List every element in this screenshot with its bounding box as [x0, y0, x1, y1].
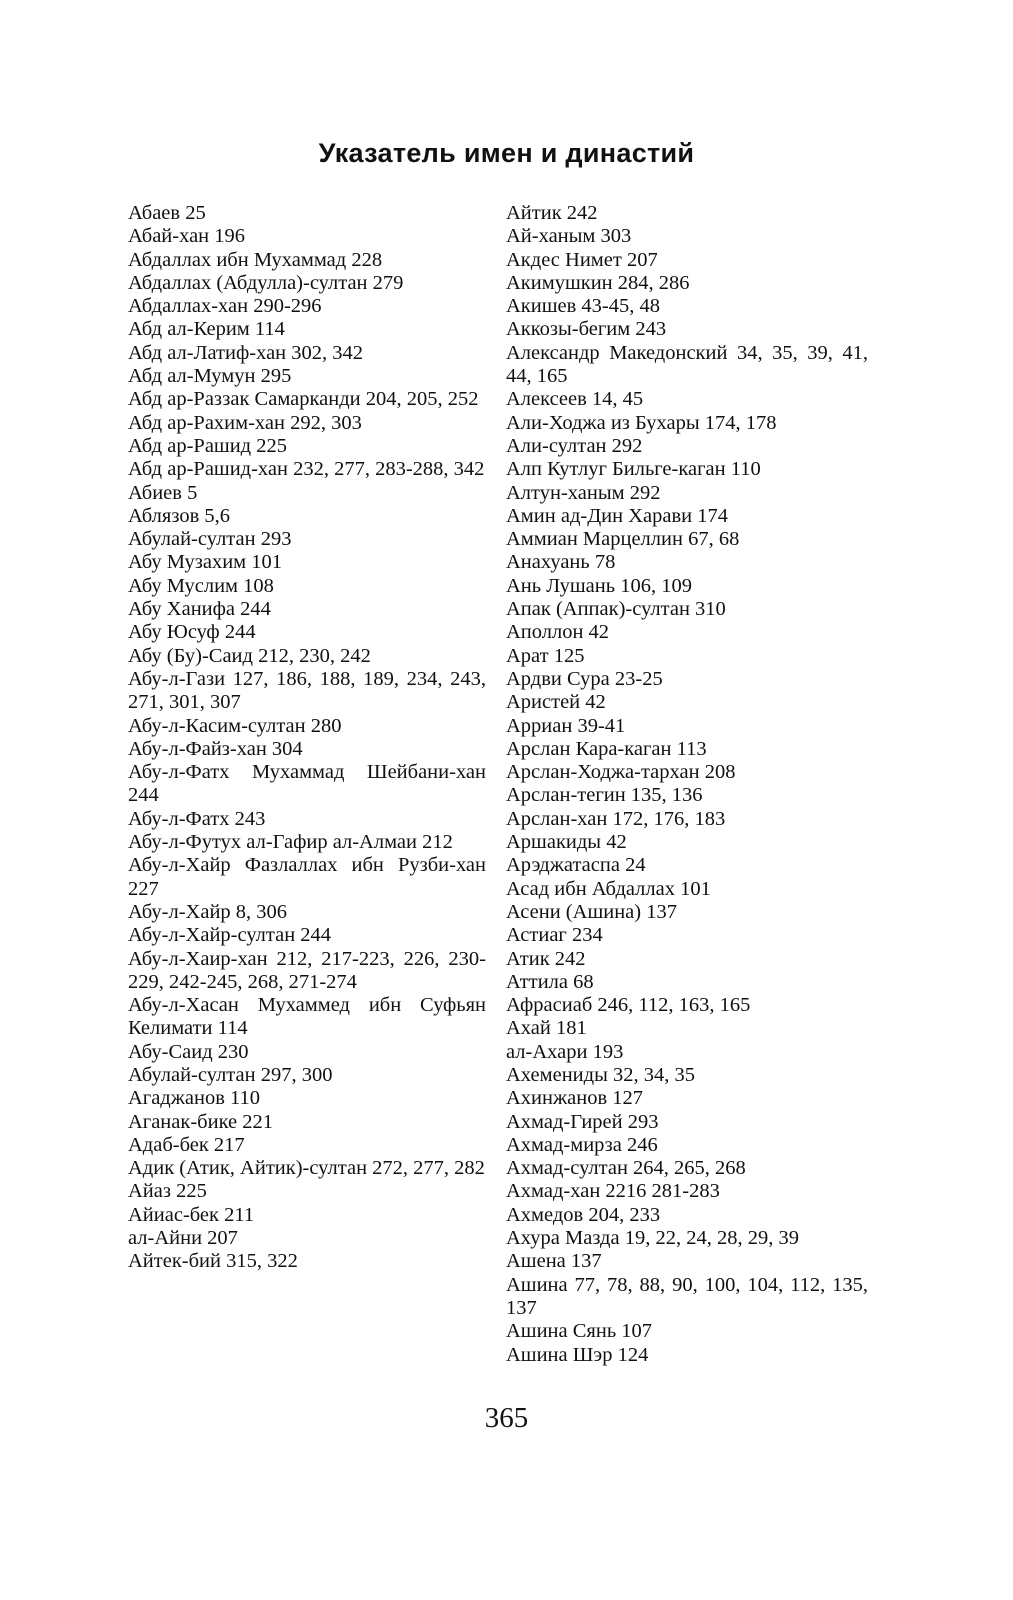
- index-entry: Астиаг 234: [506, 924, 603, 947]
- index-entry: Ахмад-султан 264, 265, 268: [506, 1157, 746, 1180]
- index-entry: Абу-л-Хаир-хан 212, 217-223, 226, 230-229, 242-245, 268, 271-274: [128, 947, 486, 993]
- page-number: 365: [484, 1402, 529, 1434]
- index-entry: Аполлон 42: [506, 621, 610, 644]
- index-entry: Арэджатаспа 24: [506, 854, 646, 877]
- index-entry: Ашина Сянь 107: [506, 1320, 653, 1343]
- index-entry: Али-султан 292: [506, 434, 643, 457]
- index-entry: Алтун-ханым 292: [506, 481, 661, 504]
- index-entry: Анахуань 78: [506, 551, 616, 574]
- index-entry: Абу Ханифа 244: [128, 598, 271, 621]
- index-entry: Абд ал-Латиф-хан 302, 342: [128, 341, 364, 364]
- index-entry: Акдес Нимет 207: [506, 248, 658, 271]
- index-entry: Абу-л-Футух ал-Гафир ал-Алмаи 212: [128, 831, 453, 854]
- index-entry: Адаб-бек 217: [128, 1133, 245, 1156]
- index-entry: Ардви Сура 23-25: [506, 667, 663, 690]
- index-entry: ал-Ахари 193: [506, 1040, 624, 1063]
- index-entry: Айиас-бек 211: [128, 1203, 255, 1226]
- index-entry: Амин ад-Дин Харави 174: [506, 504, 729, 527]
- index-entry: Абулай-султан 297, 300: [128, 1063, 333, 1086]
- index-column-right: [506, 202, 868, 1367]
- index-entry: Абдаллах (Абдулла)-султан 279: [128, 271, 404, 294]
- index-entry: Абдаллах-хан 290-296: [128, 295, 322, 318]
- index-entry: Аганак-бике 221: [128, 1110, 273, 1133]
- index-entry: Атик 242: [506, 947, 586, 970]
- index-entry: Абу-л-Файз-хан 304: [128, 737, 303, 760]
- index-entry: Абд ар-Рахим-хан 292, 303: [128, 411, 362, 434]
- index-entry: Абд ар-Рашид 225: [128, 434, 287, 457]
- index-entry: Аттила 68: [506, 970, 594, 993]
- page-title: Указатель имен и династий: [318, 138, 695, 168]
- index-entry: Асени (Ашина) 137: [506, 900, 677, 923]
- index-entry: Акимушкин 284, 286: [506, 271, 690, 294]
- index-entry: Абай-хан 196: [128, 225, 246, 248]
- index-entry: Абу-л-Гази 127, 186, 188, 189, 234, 243, 271, 301, 307: [128, 667, 486, 714]
- index-entry: Ай-ханым 303: [506, 225, 632, 248]
- index-entry: Абд ал-Мумун 295: [128, 365, 292, 388]
- index-entry: Абу Юсуф 244: [128, 621, 256, 644]
- index-entry: Абу-л-Фатх 243: [128, 807, 266, 830]
- index-entry: Абу-л-Хайр 8, 306: [128, 900, 288, 923]
- index-entry: Ань Лушань 106, 109: [506, 574, 692, 597]
- index-entry: Абу Муслим 108: [128, 574, 274, 597]
- index-entry: Арат 125: [506, 644, 585, 667]
- index-entry: Алп Кутлуг Бильге-каган 110: [506, 458, 761, 481]
- index-entry: Абд ар-Раззак Самарканди 204, 205, 252: [128, 388, 479, 411]
- index-entry: Абу-л-Хасан Мухаммед ибн Суфьян Келимати 114: [128, 994, 486, 1040]
- index-entry: ал-Айни 207: [128, 1227, 238, 1250]
- index-entry: Ахура Мазда 19, 22, 24, 28, 29, 39: [506, 1227, 799, 1250]
- index-entry: Айаз 225: [128, 1180, 207, 1203]
- index-entry: Ахмедов 204, 233: [506, 1203, 661, 1226]
- index-entry: Адик (Атик, Айтик)-султан 272, 277, 282: [128, 1157, 485, 1180]
- index-entry: Ашена 137: [506, 1250, 602, 1273]
- index-entry: Акишев 43-45, 48: [506, 295, 661, 318]
- index-entry: Абулай-султан 293: [128, 528, 292, 551]
- index-entry: Алексеев 14, 45: [506, 388, 644, 411]
- index-entry: Абу (Бу)-Саид 212, 230, 242: [128, 644, 371, 667]
- index-entry: Ахмад-хан 2216 281-283: [506, 1180, 720, 1203]
- index-entry: Арслан-хан 172, 176, 183: [506, 807, 726, 830]
- index-entry: Асад ибн Абдаллах 101: [506, 877, 711, 900]
- index-entry: Абдаллах ибн Мухаммад 228: [128, 248, 383, 271]
- index-column-left: [128, 202, 486, 1274]
- index-entry: Аршакиды 42: [506, 831, 627, 854]
- index-entry: Александр Македонский 34, 35, 39, 41, 44, 165: [506, 341, 868, 388]
- index-entry: Аммиан Марцеллин 67, 68: [506, 528, 740, 551]
- index-entry: Афрасиаб 246, 112, 163, 165: [506, 994, 751, 1017]
- index-entry: Ашина 77, 78, 88, 90, 100, 104, 112, 135, 137: [506, 1273, 868, 1319]
- index-entry: Абд ал-Керим 114: [128, 318, 285, 341]
- index-entry: Абиев 5: [128, 481, 198, 504]
- index-entry: Айтек-бий 315, 322: [128, 1250, 298, 1273]
- index-entry: Арслан-тегин 135, 136: [506, 784, 703, 807]
- index-entry: Агаджанов 110: [128, 1087, 261, 1110]
- index-entry: Ахмад-Гирей 293: [506, 1110, 659, 1133]
- index-entry: Абу-Саид 230: [128, 1040, 249, 1063]
- index-entry: Абу Музахим 101: [128, 551, 283, 574]
- index-entry: Айтик 242: [506, 202, 598, 224]
- index-entry: Аблязов 5,6: [128, 504, 230, 527]
- index-entry: Арслан-Ходжа-тархан 208: [506, 761, 736, 784]
- index-entry: Аристей 42: [506, 691, 606, 714]
- index-entry: Ашина Шэр 124: [506, 1343, 649, 1366]
- index-entry: Апак (Аппак)-султан 310: [506, 598, 726, 621]
- index-entry: Абу-л-Хайр-султан 244: [128, 924, 332, 947]
- index-entry: Абу-л-Касим-султан 280: [128, 714, 342, 737]
- index-entry: Аккозы-бегим 243: [506, 318, 667, 341]
- index-entry: Ахемениды 32, 34, 35: [506, 1063, 695, 1086]
- index-entry: Ахай 181: [506, 1017, 587, 1040]
- index-entry: Абд ар-Рашид-хан 232, 277, 283-288, 342: [128, 458, 485, 481]
- index-entry: Абу-л-Фатх Мухаммад Шейбани-хан 244: [128, 761, 486, 807]
- index-entry: Абаев 25: [128, 202, 206, 224]
- index-entry: Ахмад-мирза 246: [506, 1133, 658, 1156]
- index-entry: Абу-л-Хайр Фазлаллах ибн Рузби-хан 227: [128, 854, 486, 900]
- index-entry: Али-Ходжа из Бухары 174, 178: [506, 411, 777, 434]
- index-entry: Ахинжанов 127: [506, 1087, 644, 1110]
- index-entry: Арриан 39-41: [506, 714, 626, 737]
- index-entry: Арслан Кара-каган 113: [506, 737, 707, 760]
